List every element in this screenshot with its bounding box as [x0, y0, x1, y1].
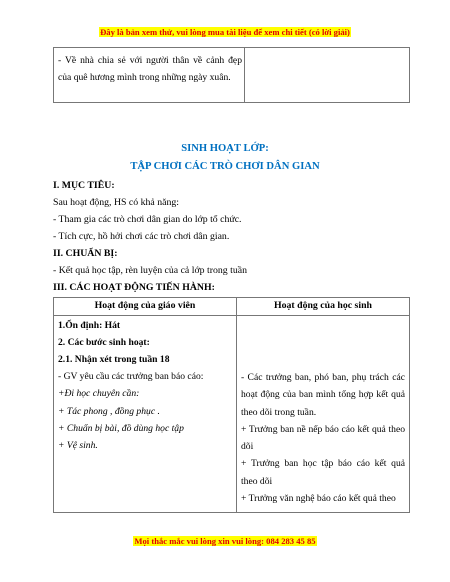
teacher-line-1: 1.Ổn định: Hát: [58, 320, 121, 331]
continued-table: [53, 47, 410, 103]
teacher-line-6: + Tác phong , đồng phục .: [58, 406, 160, 417]
heading-activities: III. CÁC HOẠT ĐỘNG TIẾN HÀNH:: [53, 282, 215, 293]
objectives-intro: Sau hoạt động, HS có khả năng:: [53, 197, 179, 208]
section-title-line1: SINH HOẠT LỚP:: [181, 143, 269, 154]
student-paragraph-4: + Trưởng văn nghệ báo cáo kết quả theo: [241, 493, 396, 505]
student-paragraph-2: + Trưởng ban nề nếp báo cáo kết quả theo dõi: [241, 423, 405, 453]
activities-table: [53, 297, 410, 513]
table-header-divider: [54, 315, 409, 316]
heading-preparation: II. CHUẨN BỊ:: [53, 248, 118, 259]
teacher-line-5: +Đi học chuyên cần:: [58, 388, 140, 399]
header-teacher: Hoạt động của giáo viên: [94, 300, 196, 311]
teacher-line-2: 2. Các bước sinh hoạt:: [58, 337, 150, 348]
heading-objectives: I. MỤC TIÊU:: [53, 180, 115, 191]
teacher-line-3: 2.1. Nhận xét trong tuần 18: [58, 354, 170, 365]
contact-footer: [0, 536, 450, 546]
preparation-item: - Kết quả học tập, rèn luyện của cả lớp trong tuần: [53, 265, 247, 276]
objective-item-1: - Tham gia các trò chơi dân gian do lớp tổ chức.: [53, 214, 242, 225]
objective-item-2: - Tích cực, hồ hởi chơi các trò chơi dân gian.: [53, 231, 230, 242]
preview-banner: [0, 27, 450, 37]
student-paragraph-1: - Các trưởng ban, phó ban, phụ trách các hoạt động của ban mình tổng hợp kết quả theo dõi trong tuần.: [241, 372, 405, 418]
table-column-divider: [236, 298, 237, 512]
teacher-line-7: + Chuẩn bị bài, đồ dùng học tập: [58, 423, 184, 434]
column-divider: [244, 48, 245, 102]
student-paragraph-3: + Trưởng ban học tập báo cáo kết quả theo dõi: [241, 458, 405, 487]
teacher-line-4: - GV yêu cầu các trưởng ban báo cáo:: [58, 371, 204, 382]
student-column: [241, 369, 405, 507]
preview-banner-text: Đây là bản xem thử, vui lòng mua tài liệu để xem chi tiết (có lời giải): [100, 27, 350, 37]
teacher-line-8: + Vệ sinh.: [58, 440, 98, 451]
contact-footer-text: Mọi thắc mắc vui lòng xin vui lòng: 084 283 45 85: [134, 536, 316, 546]
header-student: Hoạt động của học sinh: [274, 300, 372, 311]
section-title-line2: TẬP CHƠI CÁC TRÒ CHƠI DÂN GIAN: [130, 161, 320, 172]
continued-table-left-cell: - Về nhà chia sẻ với người thân về cảnh đẹp của quê hương mình trong những ngày xuân.: [58, 55, 242, 83]
